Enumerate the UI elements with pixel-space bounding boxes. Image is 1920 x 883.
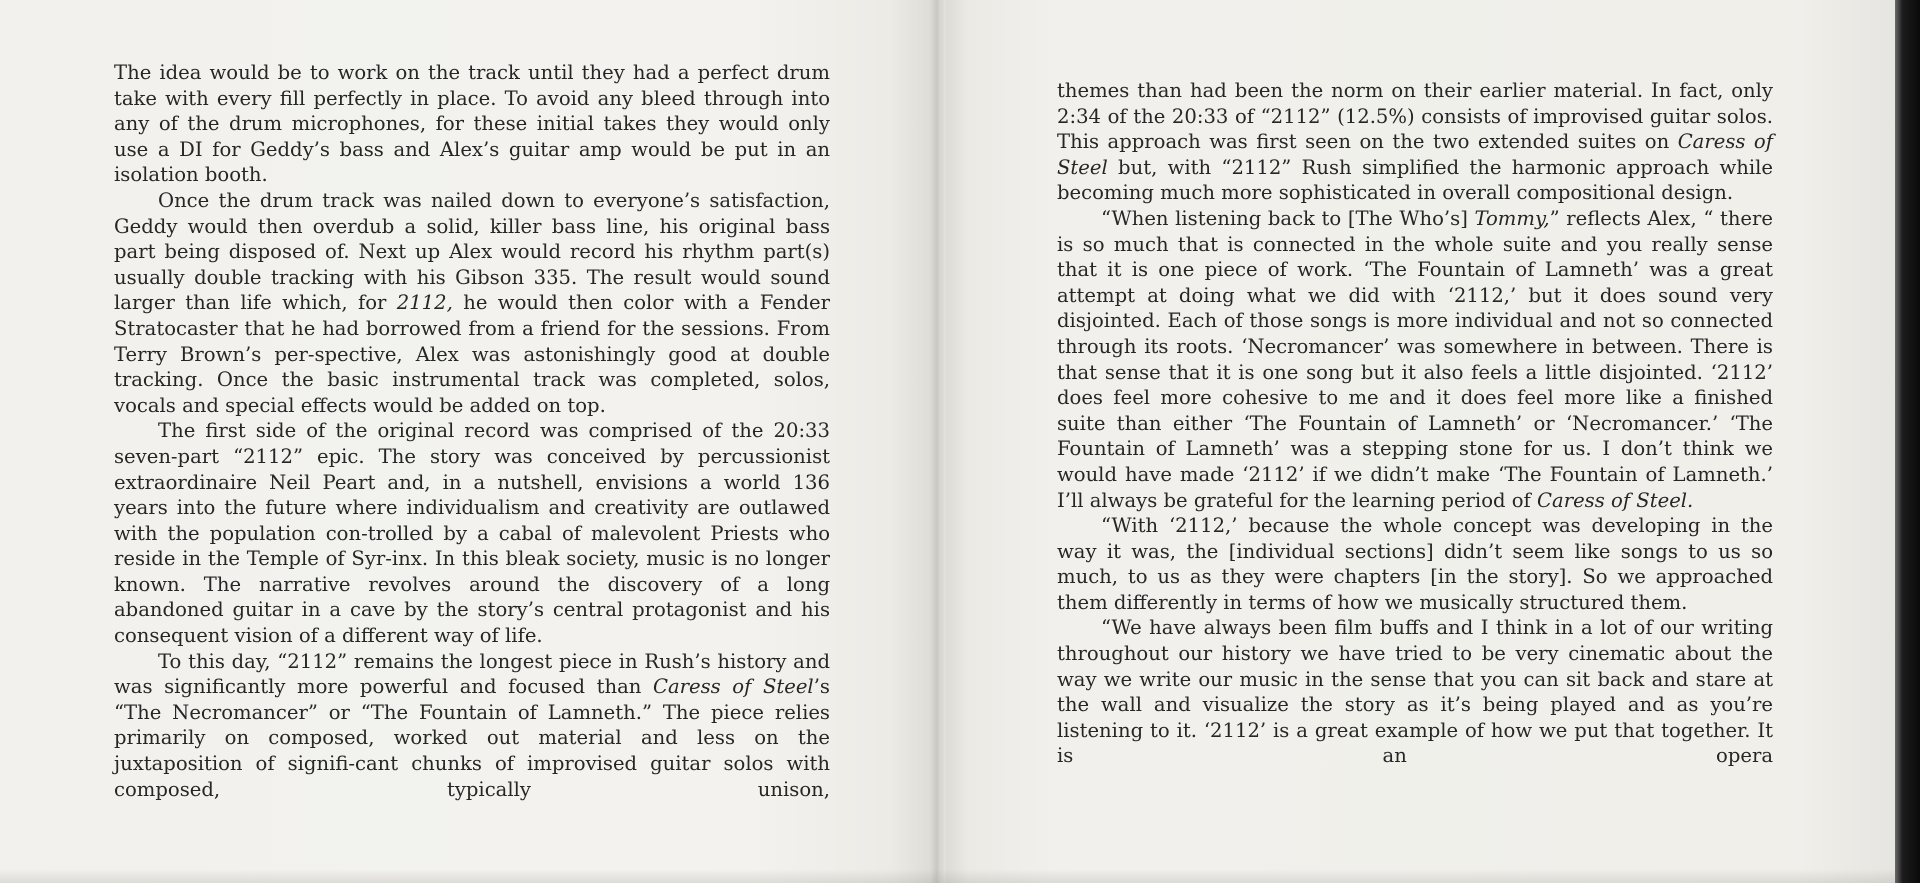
paragraph xyxy=(1057,513,1773,615)
paragraph xyxy=(114,60,830,188)
paragraph-text: Once the drum track was nailed down to everyone’s satisfaction, Geddy would then overdub a solid, killer bass line, his original bass part being disposed of. Next up Alex would record his rhythm part(s) usually double tracking with his Gibson 335. The result would sound larger than life which, for xyxy=(114,188,830,315)
paragraph-text: The idea would be to work on the track until they had a perfect drum take with every fill perfectly in place. To avoid any bleed through into any of the drum microphones, for these initial takes they would only use a DI for Geddy’s bass and Alex’s guitar amp would be put in an isolation booth. xyxy=(114,61,830,187)
paragraph-text: ” reflects Alex, “ there is so much that is connected in the whole suite and you really sense that it is one piece of work. ‘The Fountain of Lamneth’ was a great attempt at doing what we did with ‘2112,’ but it does sound very disjointed. Each of those songs is more individual and not so connected through its roots. ‘Necromancer’ was somewhere in between. There is that sense that it is one song but it also feels a little disjointed. ‘2112’ does feel more cohesive to me and it does feel more like a finished suite than either ‘The Fountain of Lamneth’ or ‘Necromancer.’ ‘The Fountain of Lamneth’ was a stepping stone for us. I don’t think we would have made ‘2112’ if we didn’t make ‘The Fountain of Lamneth.’ I’ll always be grateful for the learning period of xyxy=(1057,206,1773,512)
italic-title-text: 2112, xyxy=(396,291,453,315)
page-gutter xyxy=(930,0,946,883)
paragraph xyxy=(114,649,830,803)
italic-title-text: Caress of Steel xyxy=(1057,130,1773,179)
left-page xyxy=(0,0,937,883)
page-bottom-shadow xyxy=(0,869,1895,883)
paragraph-text: “When listening back to [The Who’s] xyxy=(1101,206,1475,230)
right-page-text xyxy=(1057,78,1773,769)
italic-title-text: Caress of Steel xyxy=(652,675,814,699)
italic-title-text: Caress of Steel. xyxy=(1537,488,1694,512)
paragraph xyxy=(1057,615,1773,769)
italic-title-text: Tommy, xyxy=(1474,206,1550,230)
paragraph xyxy=(114,188,830,418)
scan-edge xyxy=(1895,0,1920,883)
right-page xyxy=(940,0,1895,883)
paragraph xyxy=(114,418,830,648)
paragraph xyxy=(1057,206,1773,513)
paragraph-text: The first side of the original record was comprised of the 20:33 seven-part “2112” epic. The story was conceived by percussionist extraordinaire Neil Peart and, in a nutshell, envisions a world 136 years into the future where individualism and creativity are outlawed with the population con-trolled by a cabal of malevolent Priests who reside in the Temple of Syr-inx. In this bleak society, music is no longer known. The narrative revolves around the discovery of a long abandoned guitar in a cave by the story’s central protagonist and his consequent vision of a different way of life. xyxy=(114,419,830,648)
paragraph xyxy=(1057,78,1773,206)
paragraph-text: “With ‘2112,’ because the whole concept was developing in the way it was, the [individual sections] didn’t seem like songs to us so much, to us as they were chapters [in the story]. So we approached them differently in terms of how we musically structured them. xyxy=(1057,514,1773,614)
paragraph-text: “We have always been film buffs and I think in a lot of our writing throughout our history we have tried to be very cinematic about the way we write our music in the sense that you can sit back and stare at the wall and visualize the story as it’s being played and as you’re listening to it. ‘2112’ is a great example of how we put that together. It is an opera xyxy=(1057,616,1773,768)
paragraph-text: but, with “2112” Rush simplified the harmonic approach while becoming much more sophisticated in overall compositional design. xyxy=(1057,155,1773,205)
paragraph-text: ’s “The Necromancer” or “The Fountain of Lamneth.” The piece relies primarily on composed, worked out material and less on the juxtaposition of signifi-cant chunks of improvised guitar solos with composed, typically unison, xyxy=(114,675,830,801)
left-page-text xyxy=(114,60,830,802)
paragraph-text: he would then color with a Fender Stratocaster that he had borrowed from a friend for the sessions. From Terry Brown’s per-spective, Alex was astonishingly good at double tracking. Once the basic instrumental track was completed, solos, vocals and special effects would be added on top. xyxy=(114,291,831,417)
paragraph-text: To this day, “2112” remains the longest piece in Rush’s history and was significantly more powerful and focused than xyxy=(114,649,830,699)
paragraph-text: themes than had been the norm on their earlier material. In fact, only 2:34 of the 20:33 of “2112” (12.5%) consists of improvised guitar solos. This approach was first seen on the two extended suites on xyxy=(1057,79,1773,154)
